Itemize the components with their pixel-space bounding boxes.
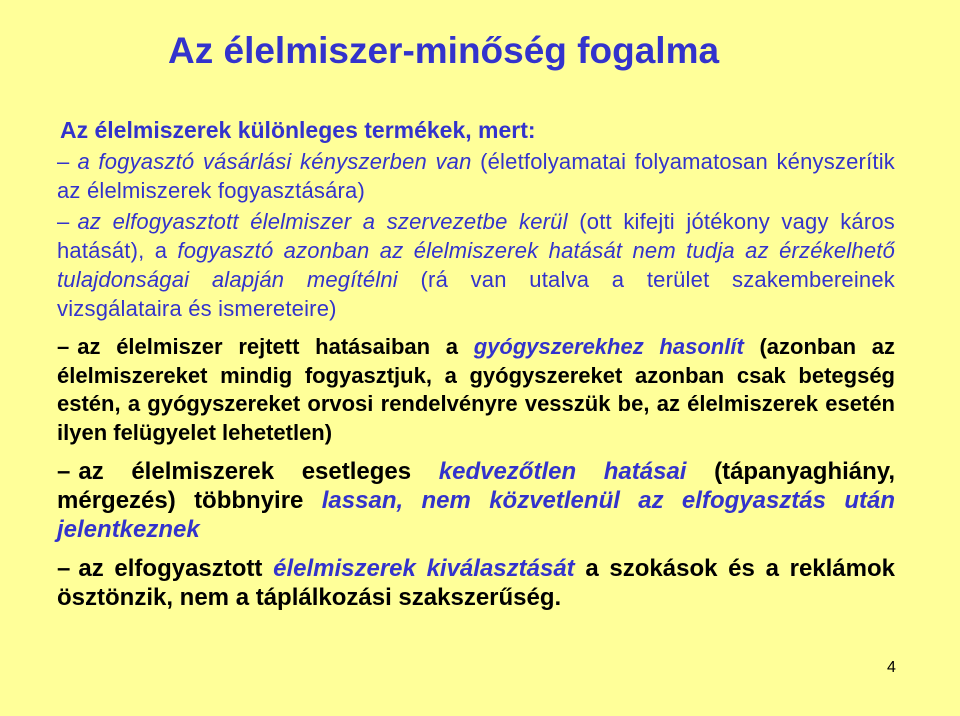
dash-bullet: – (57, 149, 70, 174)
dash-bullet: – (57, 555, 71, 582)
item-text-italic: élelmiszerek kiválasztását (273, 555, 575, 582)
dash-bullet: – (57, 458, 71, 485)
dash-bullet: – (57, 209, 70, 234)
item-text: a szokások és a reklámok ösztönzik, nem a táplálkozási szakszerűség. (57, 555, 896, 611)
item-text-italic: kedvezőtlen hatásai (438, 458, 687, 485)
list-item (57, 147, 895, 205)
slide-body (57, 115, 895, 612)
list-item (57, 457, 895, 544)
slide-title: Az élelmiszer-minőség fogalma (168, 30, 720, 71)
list-item (57, 554, 895, 612)
item-text-italic: fogyasztó azonban az élelmiszerek hatását nem tudja az érzékelhető tulajdonságai alapján megítélni (57, 238, 896, 292)
item-text: (tápanyaghiány, mérgezés) többnyire (57, 458, 896, 514)
item-text: (rá van utalva a terület szakembereinek vizsgálataira és ismereteire) (57, 267, 895, 321)
item-text: az elfogyasztott (78, 555, 274, 582)
item-text-italic: a fogyasztó vásárlási kényszerben van (77, 149, 472, 174)
dash-bullet: – (57, 334, 70, 359)
item-text-italic: lassan, nem közvetlenül az elfogyasztás után jelentkeznek (57, 487, 895, 543)
intro-line: Az élelmiszerek különleges termékek, mert: (60, 117, 536, 143)
item-text-italic: gyógyszerekhez hasonlít (473, 334, 744, 359)
item-text: (életfolyamatai folyamatosan kényszerítik az élelmiszerek fogyasztására) (57, 149, 895, 203)
item-text: (ott kifejti jótékony vagy káros hatását), a (57, 209, 895, 263)
item-text-italic: az elfogyasztott élelmiszer a szervezetbe kerül (77, 209, 568, 234)
page-number: 4 (887, 659, 896, 676)
list-item (57, 333, 895, 447)
item-text: (azonban az élelmiszereket mindig fogyasztjuk, a gyógyszereket azonban csak betegség estén, a gyógyszereket orvosi rendelvényre vesszük be, az élelmiszerek esetén ilyen felügyelet lehetetlen) (57, 334, 895, 445)
item-text: az élelmiszer rejtett hatásaiban a (77, 334, 474, 359)
list-item (57, 207, 895, 323)
item-text: az élelmiszerek esetleges (78, 458, 439, 485)
